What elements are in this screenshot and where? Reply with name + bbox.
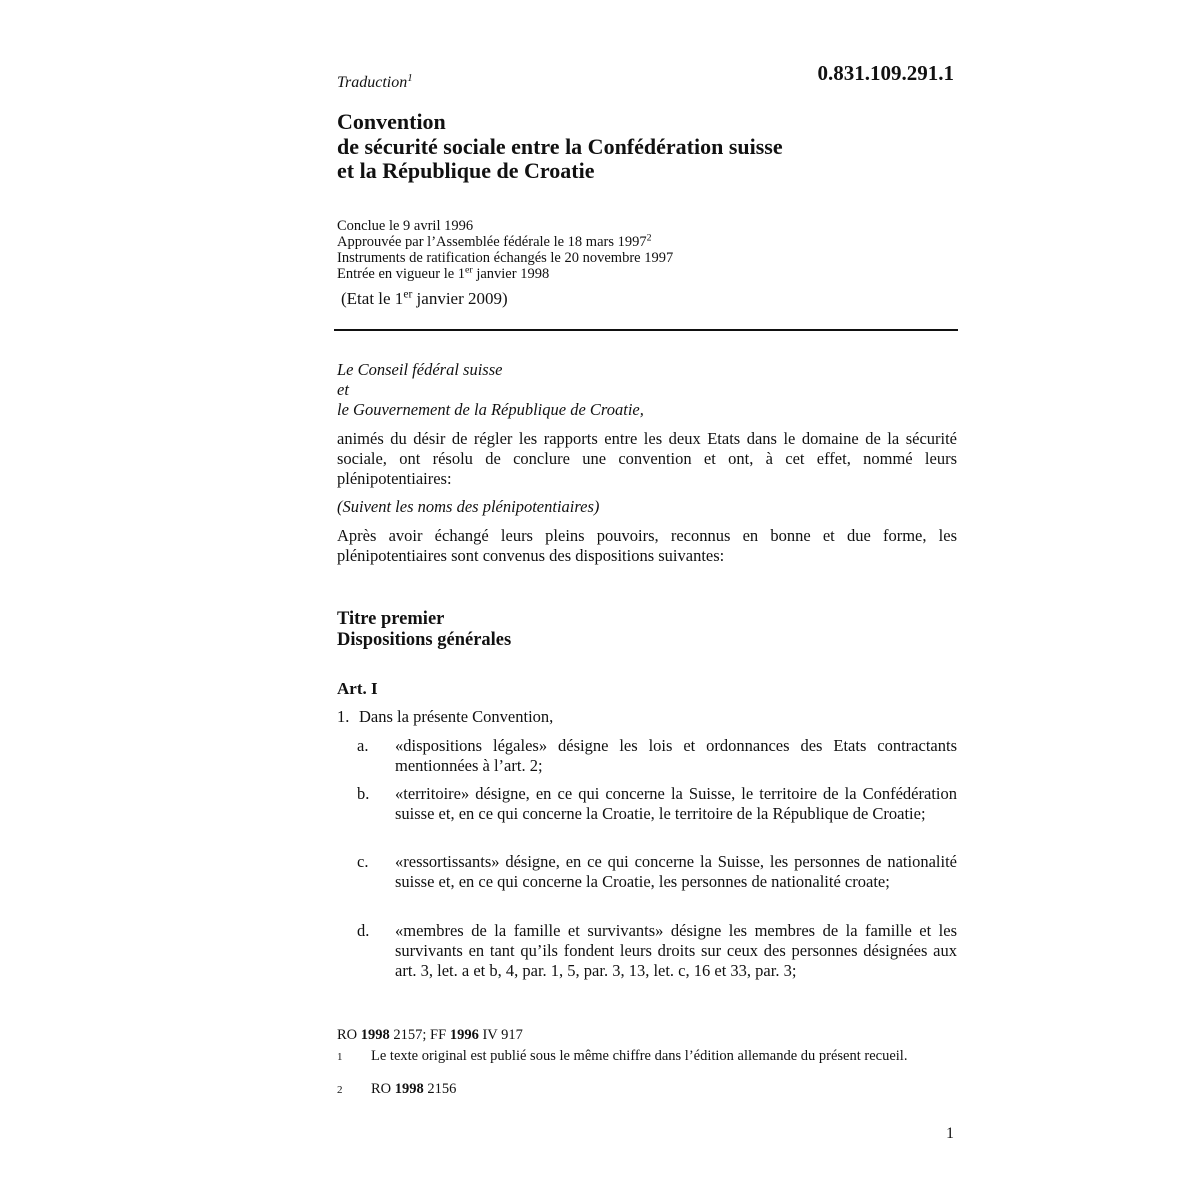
- fn2-rest: 2156: [423, 1081, 457, 1097]
- meta-approuvee-text: Approuvée par l’Assemblée fédérale le 18 mars 1997: [337, 234, 647, 250]
- meta-entree-post: janvier 1998: [472, 266, 550, 282]
- definition-text: «membres de la famille et survivants» désigne les membres de la famille et les survivants en tant qu’ils fondent leurs droits sur ceux des personnes désignées aux art. 3, let. a et b, 4, par. 1, 5, par. 3, 13, let. c, 16 et 33, par. 3;: [395, 921, 957, 980]
- footnote-ref-1[interactable]: 1: [407, 72, 413, 85]
- definition-text: «territoire» désigne, en ce qui concerne la Suisse, le territoire de la Confédération suisse et, en ce qui concerne la Croatie, le territoire de la République de Croatie;: [395, 784, 957, 823]
- definition-letter: c.: [357, 852, 369, 871]
- status-date: [341, 289, 508, 309]
- translation-text: Traduction: [337, 74, 408, 91]
- contracting-parties: [337, 360, 957, 420]
- page-number: 1: [946, 1125, 954, 1142]
- ff-year: 1996: [449, 1027, 479, 1043]
- definition-letter: a.: [357, 736, 369, 755]
- ro-year: 1998: [360, 1027, 390, 1043]
- definition-letter: b.: [357, 784, 370, 803]
- footnote-number: 1: [337, 1051, 343, 1063]
- footnote-2: [337, 1081, 937, 1098]
- preamble-paragraph-2: Après avoir échangé leurs pleins pouvoirs, reconnus en bonne et due forme, les plénipotentiaires sont convenus des dispositions suivantes:: [337, 526, 957, 565]
- etat-post: janvier 2009): [412, 289, 508, 308]
- preamble-paragraph-1: animés du désir de régler les rapports entre les deux Etats dans le domaine de la sécurité sociale, ont résolu de conclure une convention et ont, à cet effet, nommé leurs plénipotentiaires:: [337, 429, 957, 488]
- party-swiss: Le Conseil fédéral suisse: [337, 360, 503, 379]
- publication-reference: [337, 1027, 957, 1044]
- title-heading-line-1: Titre premier: [337, 609, 445, 629]
- definition-item: [357, 852, 957, 892]
- title-line-3: et la République de Croatie: [337, 158, 595, 183]
- etat-pre: (Etat le 1: [341, 289, 404, 308]
- plenipotentiaries-note: (Suivent les noms des plénipotentiaires): [337, 497, 600, 516]
- footnote-text: [371, 1081, 937, 1098]
- definition-item: [357, 921, 957, 981]
- title-heading-line-2: Dispositions générales: [337, 630, 512, 650]
- meta-approuvee: [337, 234, 957, 250]
- party-conjunction: et: [337, 380, 349, 399]
- document-title: [337, 110, 957, 184]
- article-heading: Art. I: [337, 679, 378, 698]
- footnote-ref-2[interactable]: 2: [646, 232, 652, 244]
- title-heading: [337, 609, 957, 651]
- footnote-number: 2: [337, 1084, 343, 1096]
- meta-entree-pre: Entrée en vigueur le 1: [337, 266, 466, 282]
- item-number: 1.: [337, 707, 350, 726]
- definition-item: [357, 736, 957, 776]
- translation-label: [337, 74, 413, 92]
- definition-text: «dispositions légales» désigne les lois et ordonnances des Etats contractants mentionnées à l’art. 2;: [395, 736, 957, 775]
- fn2-year: 1998: [394, 1081, 424, 1097]
- document-metadata: [337, 218, 957, 282]
- footnote-text: Le texte original est publié sous le même chiffre dans l’édition allemande du présent recueil.: [371, 1048, 908, 1064]
- item-text: Dans la présente Convention,: [359, 707, 554, 726]
- sr-number: 0.831.109.291.1: [817, 61, 954, 85]
- article-item-1: [337, 707, 957, 727]
- etat-sup: er: [403, 287, 413, 301]
- definition-item: [357, 784, 957, 824]
- ro-label: RO: [337, 1027, 361, 1043]
- title-line-2: de sécurité sociale entre la Confédération suisse: [337, 133, 783, 159]
- meta-entree: [337, 266, 957, 282]
- ff-rest: IV 917: [478, 1027, 523, 1043]
- fn2-pre: RO: [371, 1081, 395, 1097]
- party-croatia: le Gouvernement de la République de Croatie,: [337, 400, 644, 419]
- meta-entree-sup: er: [465, 264, 473, 276]
- header-divider: [334, 329, 958, 331]
- meta-instruments: Instruments de ratification échangés le 20 novembre 1997: [337, 250, 674, 266]
- meta-conclue: Conclue le 9 avril 1996: [337, 218, 474, 234]
- footnote-1: [337, 1048, 937, 1065]
- title-line-1: Convention: [337, 109, 446, 134]
- ro-rest: 2157; FF: [389, 1027, 450, 1043]
- definition-letter: d.: [357, 921, 370, 940]
- definition-text: «ressortissants» désigne, en ce qui concerne la Suisse, les personnes de nationalité suisse et, en ce qui concerne la Croatie, les personnes de nationalité croate;: [395, 852, 957, 891]
